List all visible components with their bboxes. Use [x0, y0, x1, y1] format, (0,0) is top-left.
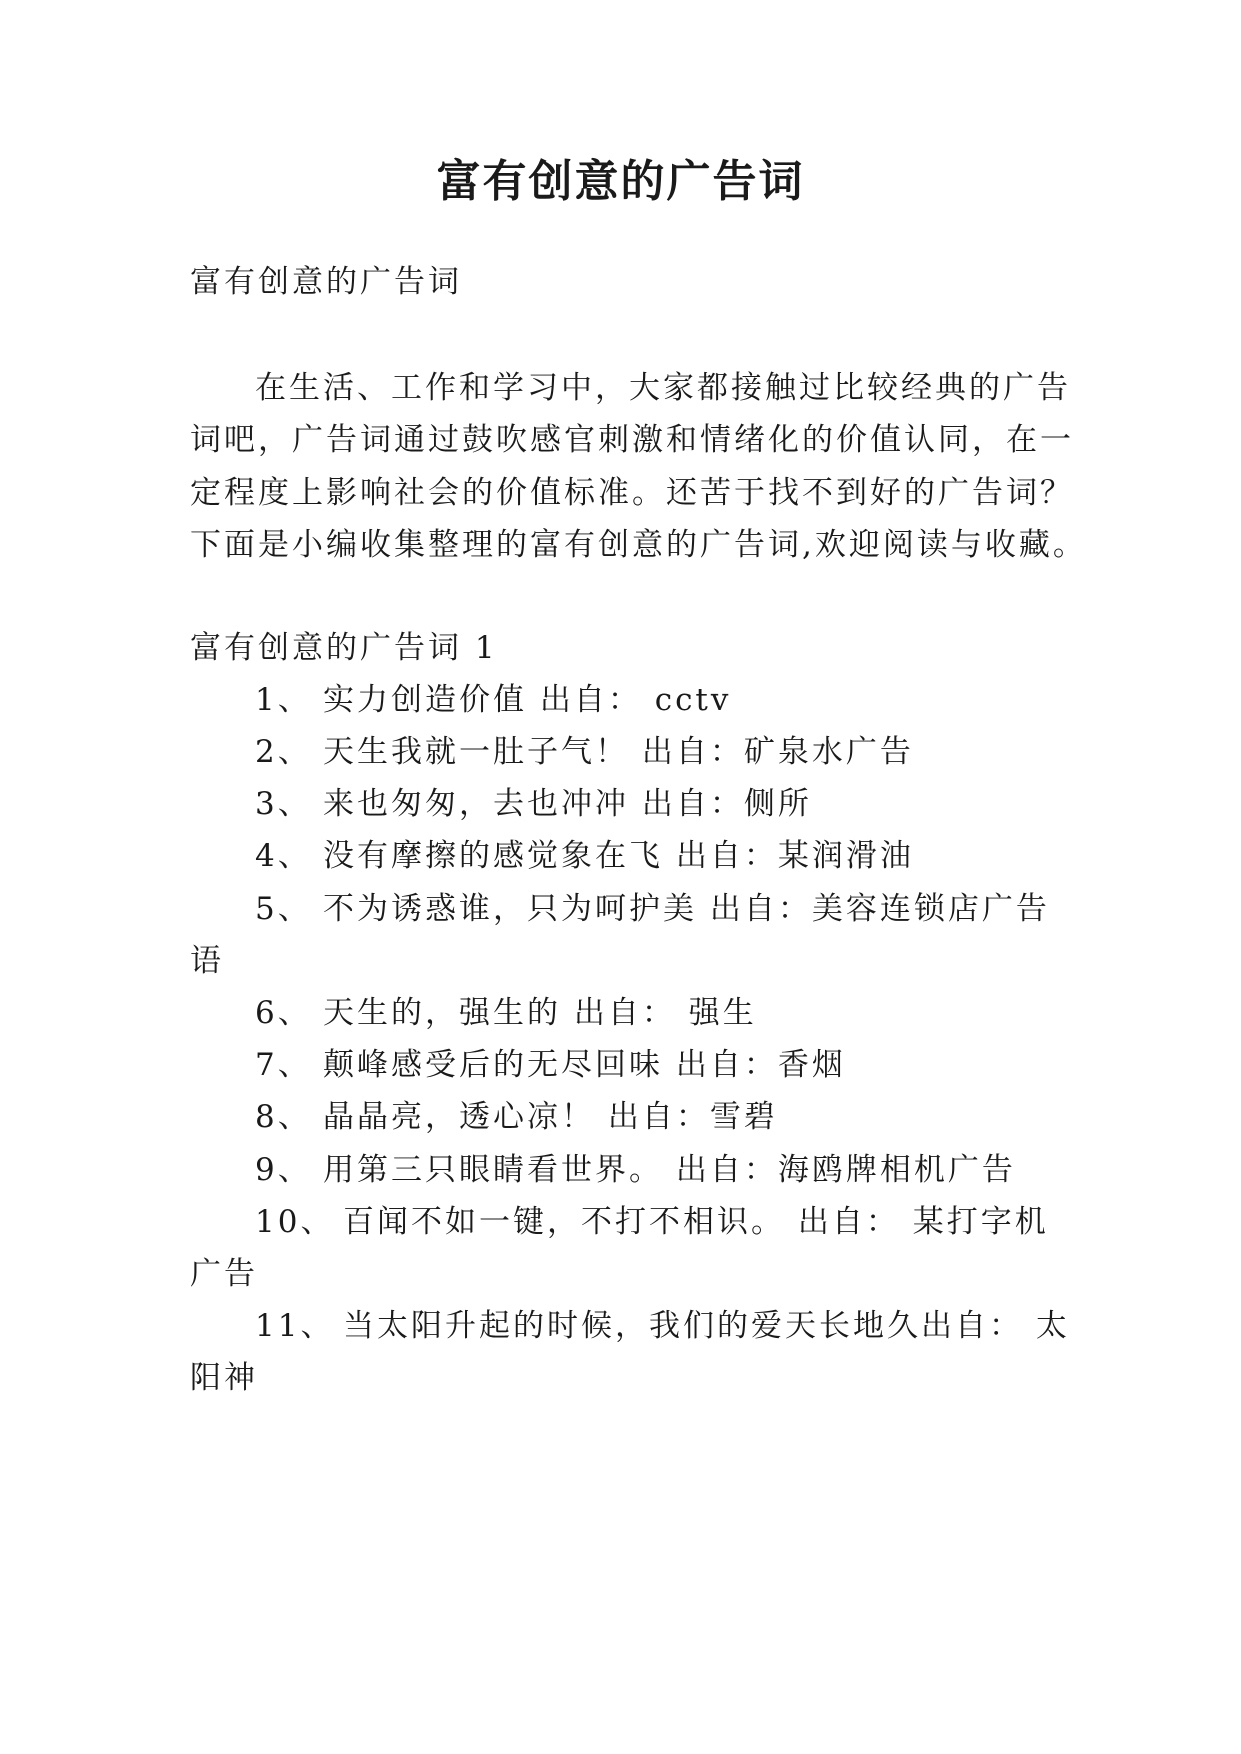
item-number: 3、: [255, 786, 312, 822]
item-number: 8、: [255, 1099, 312, 1135]
item-number: 2、: [255, 734, 312, 770]
item-number: 7、: [255, 1047, 312, 1083]
list-item: [255, 732, 914, 772]
item-number: 1、: [255, 682, 312, 718]
item-number: 10、: [255, 1204, 335, 1240]
item-text: 颠峰感受后的无尽回味 出自：香烟: [323, 1047, 846, 1083]
list-item: [255, 889, 1050, 929]
list-item: [255, 993, 757, 1033]
item-continuation: 阳神: [190, 1360, 258, 1396]
list-item: [255, 1097, 778, 1137]
item-number: 11、: [255, 1308, 335, 1344]
section-heading: 富有创意的广告词 1: [190, 630, 498, 666]
intro-line: 下面是小编收集整理的富有创意的广告词,欢迎阅读与收藏。: [190, 527, 1087, 563]
item-text: 不为诱惑谁，只为呵护美 出自：美容连锁店广告: [323, 891, 1050, 927]
intro-line: 词吧，广告词通过鼓吹感官刺激和情绪化的价值认同，在一: [190, 422, 1074, 458]
list-item: [255, 1045, 846, 1085]
item-number: 4、: [255, 838, 312, 874]
item-number: 5、: [255, 891, 312, 927]
item-text: 百闻不如一键，不打不相识。 出自： 某打字机: [343, 1204, 1049, 1240]
intro-line: 在生活、工作和学习中，大家都接触过比较经典的广告: [255, 370, 1071, 406]
document-subtitle: 富有创意的广告词: [190, 264, 462, 300]
item-text: 来也匆匆，去也冲冲 出自：侧所: [323, 786, 812, 822]
item-text: 用第三只眼睛看世界。 出自：海鸥牌相机广告: [323, 1152, 1016, 1188]
document-title: 富有创意的广告词: [436, 156, 805, 207]
list-item: [255, 784, 812, 824]
item-text: 当太阳升起的时候，我们的爱天长地久出自： 太: [343, 1308, 1070, 1344]
list-item: [255, 680, 731, 720]
item-continuation: 广告: [190, 1256, 258, 1292]
list-item: [255, 1150, 1016, 1190]
item-text: 天生我就一肚子气！ 出自：矿泉水广告: [323, 734, 914, 770]
item-text: 晶晶亮，透心凉！ 出自：雪碧: [323, 1099, 778, 1135]
list-item: [255, 1306, 1070, 1346]
item-text: 没有摩擦的感觉象在飞 出自：某润滑油: [323, 838, 914, 874]
item-continuation: 语: [190, 943, 224, 979]
list-item: [255, 836, 914, 876]
intro-line: 定程度上影响社会的价值标准。还苦于找不到好的广告词？: [190, 475, 1074, 511]
item-text: 天生的，强生的 出自： 强生: [323, 995, 757, 1031]
item-text: 实力创造价值 出自： cctv: [323, 682, 732, 718]
item-number: 6、: [255, 995, 312, 1031]
list-item: [255, 1202, 1049, 1242]
item-number: 9、: [255, 1152, 312, 1188]
